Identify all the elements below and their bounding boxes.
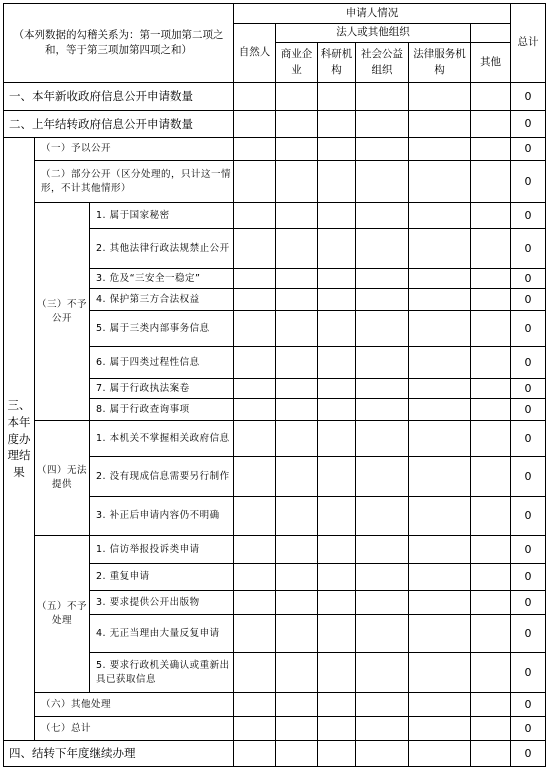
row-refused-5-col-3: [317, 310, 356, 347]
row-partial-col-3: [317, 160, 356, 203]
row-refused-2-col-4: [355, 228, 409, 269]
row-partial-col-2: [275, 160, 318, 203]
header-other: [470, 42, 511, 83]
row-refused-7-total: [510, 378, 546, 399]
row-granted-total: [510, 137, 546, 161]
row-unable-1-col-2: [275, 420, 318, 457]
row-subtotal-total: [510, 716, 546, 741]
row-other-handling-col-3: [317, 692, 356, 717]
row-other-handling-label: [34, 692, 234, 717]
row-refused-3-label: [89, 268, 234, 289]
row-not_processed-4-col-1: [233, 614, 276, 653]
row-not_processed-1-col-3: [317, 535, 356, 564]
row-refused-4-col-6: [470, 288, 511, 311]
group-not_processed-label-text: （五）不予处理: [37, 601, 88, 626]
row-partial-col-4: [355, 160, 409, 203]
row-refused-7-label: [89, 378, 234, 399]
row-unable-2-col-1: [233, 456, 276, 497]
row-not_processed-2-col-5: [408, 563, 471, 591]
row-carried-over-col-4: [355, 110, 409, 138]
row-unable-3-col-5: [408, 496, 471, 536]
header-applicant-text: 申请人情况: [345, 6, 399, 19]
row-refused-2-col-3: [317, 228, 356, 269]
row-not_processed-5-label-text: 5. 要求行政机关确认或重新出具已获取信息: [96, 659, 230, 685]
row-refused-6-col-1: [233, 346, 276, 379]
row-refused-2-total: [510, 228, 546, 269]
row-carry-forward-label-text: 四、结转下年度继续办理: [9, 746, 136, 761]
row-refused-6-label: [89, 346, 234, 379]
row-refused-5-label-text: 5. 属于三类内部事务信息: [96, 322, 210, 334]
row-not_processed-1-label-text: 1. 信访举报投诉类申请: [96, 543, 200, 555]
row-carry-forward-total: [510, 740, 546, 767]
row-other-handling-col-4: [355, 692, 409, 717]
row-granted-col-1: [233, 137, 276, 161]
row-unable-2-total-text: 0: [524, 469, 532, 483]
row-unable-1-label: [89, 420, 234, 457]
row-new-applications-col-1: [233, 82, 276, 111]
row-unable-2-label: [89, 456, 234, 497]
row-not_processed-5-col-6: [470, 652, 511, 693]
row-not_processed-2-total-text: 0: [524, 570, 532, 584]
row-not_processed-1-col-1: [233, 535, 276, 564]
row-granted-total-text: 0: [524, 142, 532, 156]
row-refused-5-col-2: [275, 310, 318, 347]
row-subtotal-col-1: [233, 716, 276, 741]
row-not_processed-3-col-4: [355, 590, 409, 615]
row-not_processed-1-label: [89, 535, 234, 564]
row-unable-3-label: [89, 496, 234, 536]
row-other-handling-total-text: 0: [524, 697, 532, 711]
row-carried-over-total: [510, 110, 546, 138]
row-refused-1-col-1: [233, 202, 276, 229]
header-legal-entities: [275, 23, 471, 43]
row-unable-3-col-3: [317, 496, 356, 536]
row-partial-total: [510, 160, 546, 203]
row-refused-1-total-text: 0: [524, 208, 532, 222]
row-granted-col-2: [275, 137, 318, 161]
row-refused-4-col-4: [355, 288, 409, 311]
row-carry-forward-total-text: 0: [524, 746, 532, 760]
row-not_processed-2-total: [510, 563, 546, 591]
row-carried-over-col-3: [317, 110, 356, 138]
row-refused-4-label-text: 4. 保护第三方合法权益: [96, 293, 200, 305]
row-refused-1-col-6: [470, 202, 511, 229]
row-carried-over-col-6: [470, 110, 511, 138]
row-refused-4-label: [89, 288, 234, 311]
row-not_processed-4-col-5: [408, 614, 471, 653]
row-refused-5-label: [89, 310, 234, 347]
row-refused-6-col-3: [317, 346, 356, 379]
row-refused-3-col-4: [355, 268, 409, 289]
row-not_processed-4-label-text: 4. 无正当理由大量反复申请: [96, 627, 220, 639]
row-refused-8-col-5: [408, 398, 471, 421]
row-refused-2-label: [89, 228, 234, 269]
row-other-handling-col-5: [408, 692, 471, 717]
row-refused-8-col-4: [355, 398, 409, 421]
header-other-text: 其他: [480, 55, 501, 68]
row-not_processed-4-total: [510, 614, 546, 653]
row-refused-5-col-4: [355, 310, 409, 347]
row-unable-3-col-6: [470, 496, 511, 536]
header-research-text: 科研机构: [320, 48, 353, 76]
row-granted-col-4: [355, 137, 409, 161]
row-refused-7-label-text: 7. 属于行政执法案卷: [96, 382, 190, 394]
row-not_processed-5-col-5: [408, 652, 471, 693]
row-not_processed-2-label: [89, 563, 234, 591]
row-not_processed-3-col-2: [275, 590, 318, 615]
row-not_processed-2-col-2: [275, 563, 318, 591]
header-legal-entities-text: 法人或其他组织: [336, 26, 410, 39]
row-refused-8-col-1: [233, 398, 276, 421]
row-not_processed-1-col-2: [275, 535, 318, 564]
group-refused-label-text: （三）不予公开: [37, 298, 88, 324]
row-subtotal-total-text: 0: [524, 721, 532, 735]
row-partial-label-text: （二）部分公开（区分处理的，只计这一情形，不计其他情形）: [41, 168, 232, 194]
row-refused-7-col-3: [317, 378, 356, 399]
row-refused-1-label-text: 1. 属于国家秘密: [96, 209, 170, 221]
row-refused-5-col-1: [233, 310, 276, 347]
row-not_processed-3-col-6: [470, 590, 511, 615]
row-not_processed-2-col-6: [470, 563, 511, 591]
row-refused-1-col-3: [317, 202, 356, 229]
row-refused-1-col-4: [355, 202, 409, 229]
row-new-applications-col-2: [275, 82, 318, 111]
row-refused-2-col-5: [408, 228, 471, 269]
row-refused-6-total-text: 0: [524, 355, 532, 369]
row-not_processed-4-label: [89, 614, 234, 653]
row-not_processed-5-total-text: 0: [524, 665, 532, 679]
row-carry-forward-col-3: [317, 740, 356, 767]
row-refused-2-total-text: 0: [524, 241, 532, 255]
header-social-welfare-text: 社会公益组织: [361, 48, 403, 76]
results-section-label: [3, 137, 35, 741]
row-refused-6-col-6: [470, 346, 511, 379]
row-unable-1-label-text: 1. 本机关不掌握相关政府信息: [96, 432, 230, 444]
row-refused-2-col-6: [470, 228, 511, 269]
row-refused-3-col-1: [233, 268, 276, 289]
row-partial-col-5: [408, 160, 471, 203]
row-subtotal-col-4: [355, 716, 409, 741]
row-refused-8-col-3: [317, 398, 356, 421]
row-unable-2-col-2: [275, 456, 318, 497]
row-new-applications-col-5: [408, 82, 471, 111]
row-refused-8-col-2: [275, 398, 318, 421]
row-refused-4-col-3: [317, 288, 356, 311]
row-refused-6-col-4: [355, 346, 409, 379]
row-not_processed-5-col-2: [275, 652, 318, 693]
row-unable-2-col-5: [408, 456, 471, 497]
row-unable-3-total: [510, 496, 546, 536]
row-other-handling-col-1: [233, 692, 276, 717]
row-not_processed-3-total: [510, 590, 546, 615]
header-total: [510, 3, 546, 83]
row-carried-over-label: [3, 110, 234, 138]
row-refused-2-label-text: 2. 其他法律行政法规禁止公开: [96, 242, 230, 254]
row-carried-over-total-text: 0: [524, 117, 532, 131]
row-new-applications-total-text: 0: [524, 89, 532, 103]
row-refused-3-col-3: [317, 268, 356, 289]
row-not_processed-4-col-3: [317, 614, 356, 653]
row-refused-3-total: [510, 268, 546, 289]
row-carry-forward-col-4: [355, 740, 409, 767]
row-carried-over-col-5: [408, 110, 471, 138]
row-new-applications-total: [510, 82, 546, 111]
row-subtotal-col-6: [470, 716, 511, 741]
row-refused-5-col-5: [408, 310, 471, 347]
row-refused-6-label-text: 6. 属于四类过程性信息: [96, 356, 200, 368]
row-not_processed-1-col-6: [470, 535, 511, 564]
row-refused-7-col-2: [275, 378, 318, 399]
row-unable-3-col-1: [233, 496, 276, 536]
row-subtotal-col-3: [317, 716, 356, 741]
row-granted-col-3: [317, 137, 356, 161]
row-partial-label: [34, 160, 234, 203]
row-other-handling-col-6: [470, 692, 511, 717]
header-legal-service: [408, 42, 471, 83]
row-refused-3-col-5: [408, 268, 471, 289]
row-subtotal-label-text: （七）总计: [41, 722, 92, 734]
header-legal-service-text: 法律服务机构: [413, 48, 466, 76]
row-unable-3-label-text: 3. 补正后申请内容仍不明确: [96, 510, 220, 522]
header-applicant: [233, 3, 511, 24]
row-not_processed-3-label-text: 3. 要求提供公开出版物: [96, 596, 200, 608]
header-natural-person-text: 自然人: [238, 46, 271, 59]
row-refused-8-total: [510, 398, 546, 421]
row-refused-3-col-2: [275, 268, 318, 289]
row-refused-6-total: [510, 346, 546, 379]
row-not_processed-1-col-4: [355, 535, 409, 564]
row-unable-3-col-4: [355, 496, 409, 536]
header-total-text: 总计: [517, 36, 539, 49]
group-refused-label: [34, 202, 90, 421]
row-not_processed-5-col-1: [233, 652, 276, 693]
row-refused-8-col-6: [470, 398, 511, 421]
row-refused-4-total: [510, 288, 546, 311]
row-not_processed-5-total: [510, 652, 546, 693]
row-refused-3-col-6: [470, 268, 511, 289]
row-unable-1-total-text: 0: [524, 431, 532, 445]
group-unable-label: [34, 420, 90, 536]
row-carry-forward-col-5: [408, 740, 471, 767]
row-refused-1-total: [510, 202, 546, 229]
row-unable-1-col-3: [317, 420, 356, 457]
header-note-text: （本列数据的勾稽关系为：第一项加第二项之和，等于第三项加第四项之和）: [13, 28, 224, 56]
row-refused-1-col-5: [408, 202, 471, 229]
row-not_processed-4-total-text: 0: [524, 626, 532, 640]
row-new-applications-col-6: [470, 82, 511, 111]
row-refused-8-label-text: 8. 属于行政查询事项: [96, 403, 190, 415]
row-not_processed-4-col-4: [355, 614, 409, 653]
row-granted-label: [34, 137, 234, 161]
row-refused-5-total-text: 0: [524, 321, 532, 335]
row-refused-7-col-4: [355, 378, 409, 399]
row-granted-col-6: [470, 137, 511, 161]
header-note: [3, 3, 234, 83]
row-other-handling-total: [510, 692, 546, 717]
row-partial-col-6: [470, 160, 511, 203]
row-not_processed-5-col-4: [355, 652, 409, 693]
row-unable-2-col-6: [470, 456, 511, 497]
row-not_processed-5-col-3: [317, 652, 356, 693]
row-refused-4-col-1: [233, 288, 276, 311]
row-not_processed-1-col-5: [408, 535, 471, 564]
row-not_processed-2-col-1: [233, 563, 276, 591]
row-unable-1-col-1: [233, 420, 276, 457]
group-not_processed-label: [34, 535, 90, 693]
results-section-label-text: 三、本年度办理结果: [7, 398, 31, 479]
row-new-applications-label: [3, 82, 234, 111]
row-not_processed-3-col-1: [233, 590, 276, 615]
row-refused-8-label: [89, 398, 234, 421]
row-refused-7-total-text: 0: [524, 381, 532, 395]
row-unable-1-col-4: [355, 420, 409, 457]
row-refused-1-col-2: [275, 202, 318, 229]
row-granted-label-text: （一）予以公开: [41, 143, 112, 155]
row-refused-2-col-1: [233, 228, 276, 269]
row-not_processed-5-label: [89, 652, 234, 693]
row-partial-col-1: [233, 160, 276, 203]
header-natural-person: [233, 23, 276, 83]
row-refused-1-label: [89, 202, 234, 229]
row-unable-2-label-text: 2. 没有现成信息需要另行制作: [96, 470, 230, 482]
row-refused-4-total-text: 0: [524, 292, 532, 306]
group-unable-label-text: （四）无法提供: [37, 465, 88, 490]
row-unable-3-total-text: 0: [524, 509, 532, 523]
row-not_processed-2-label-text: 2. 重复申请: [96, 571, 150, 583]
row-not_processed-4-col-2: [275, 614, 318, 653]
row-new-applications-col-3: [317, 82, 356, 111]
row-not_processed-1-total: [510, 535, 546, 564]
row-refused-4-col-2: [275, 288, 318, 311]
row-not_processed-2-col-3: [317, 563, 356, 591]
row-refused-7-col-6: [470, 378, 511, 399]
row-granted-col-5: [408, 137, 471, 161]
row-not_processed-4-col-6: [470, 614, 511, 653]
header-social-welfare: [355, 42, 409, 83]
row-new-applications-label-text: 一、本年新收政府信息公开申请数量: [9, 89, 193, 104]
row-not_processed-3-label: [89, 590, 234, 615]
header-commercial: [275, 42, 318, 83]
row-carried-over-col-2: [275, 110, 318, 138]
row-refused-7-col-1: [233, 378, 276, 399]
row-carry-forward-col-6: [470, 740, 511, 767]
row-unable-1-total: [510, 420, 546, 457]
row-refused-3-label-text: 3. 危及“三安全一稳定”: [96, 272, 201, 284]
row-carried-over-label-text: 二、上年结转政府信息公开申请数量: [9, 116, 193, 131]
row-not_processed-3-total-text: 0: [524, 595, 532, 609]
row-not_processed-3-col-3: [317, 590, 356, 615]
row-carry-forward-col-1: [233, 740, 276, 767]
row-unable-2-col-3: [317, 456, 356, 497]
row-refused-7-col-5: [408, 378, 471, 399]
row-subtotal-col-5: [408, 716, 471, 741]
row-carry-forward-label: [3, 740, 234, 767]
row-subtotal-label: [34, 716, 234, 741]
row-refused-8-total-text: 0: [524, 402, 532, 416]
row-not_processed-3-col-5: [408, 590, 471, 615]
row-new-applications-col-4: [355, 82, 409, 111]
row-unable-2-col-4: [355, 456, 409, 497]
row-unable-1-col-5: [408, 420, 471, 457]
row-refused-4-col-5: [408, 288, 471, 311]
row-subtotal-col-2: [275, 716, 318, 741]
header-commercial-text: 商业企业: [280, 48, 313, 76]
header-research: [317, 42, 356, 83]
row-unable-3-col-2: [275, 496, 318, 536]
row-other-handling-label-text: （六）其他处理: [41, 698, 112, 710]
row-refused-2-col-2: [275, 228, 318, 269]
row-refused-3-total-text: 0: [524, 271, 532, 285]
row-partial-total-text: 0: [524, 174, 532, 188]
row-refused-5-col-6: [470, 310, 511, 347]
row-carry-forward-col-2: [275, 740, 318, 767]
row-refused-5-total: [510, 310, 546, 347]
row-not_processed-2-col-4: [355, 563, 409, 591]
row-unable-1-col-6: [470, 420, 511, 457]
row-refused-6-col-2: [275, 346, 318, 379]
row-other-handling-col-2: [275, 692, 318, 717]
row-carried-over-col-1: [233, 110, 276, 138]
row-not_processed-1-total-text: 0: [524, 542, 532, 556]
row-unable-2-total: [510, 456, 546, 497]
row-refused-6-col-5: [408, 346, 471, 379]
